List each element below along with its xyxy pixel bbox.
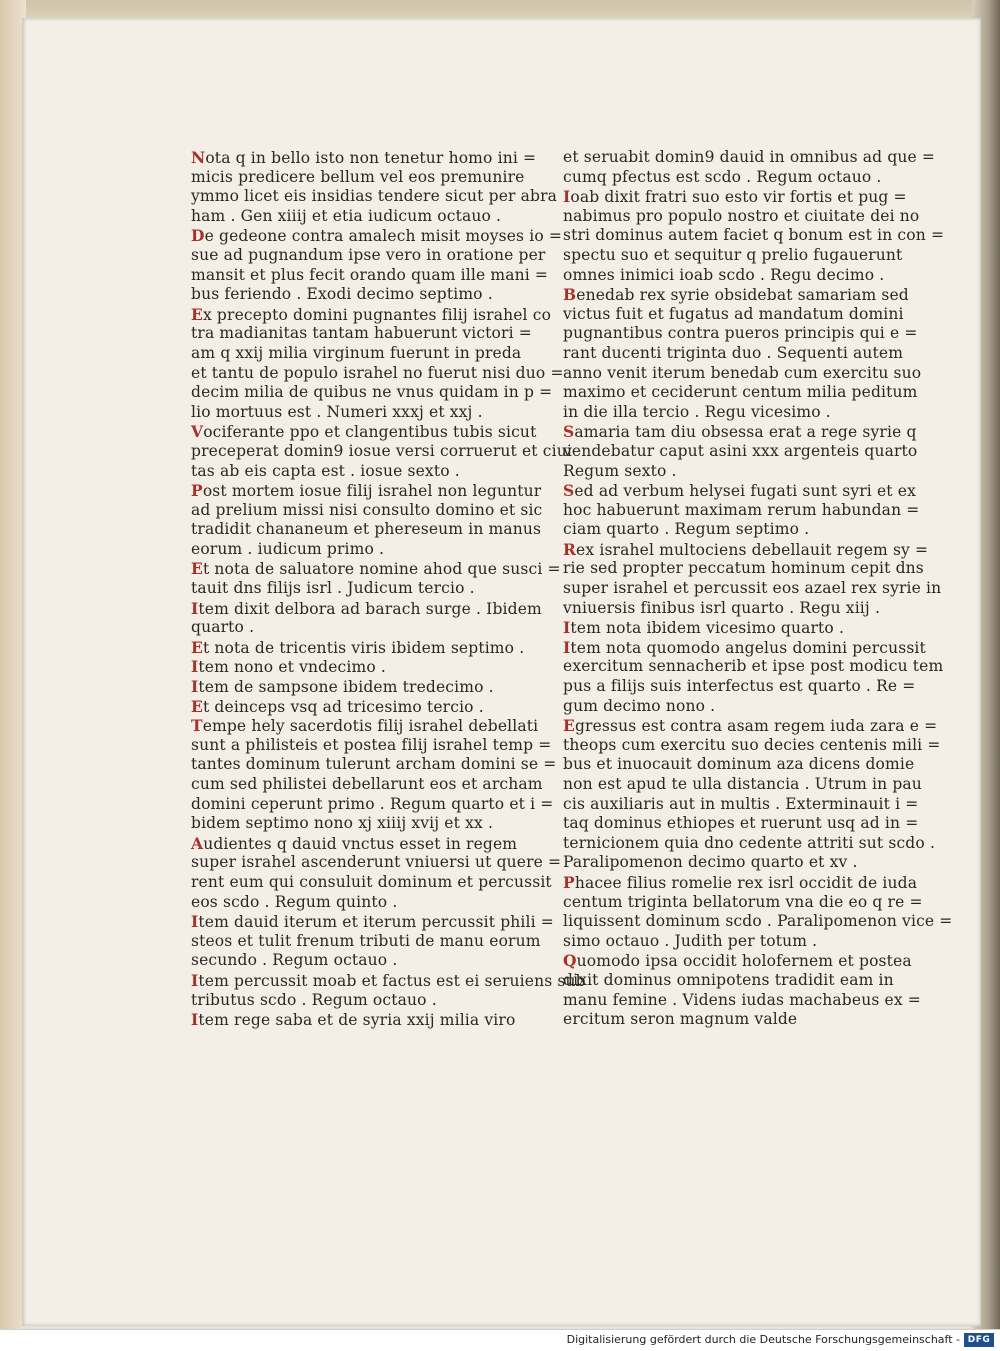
text-line <box>563 187 907 207</box>
text-line <box>563 697 893 717</box>
line-text: non est apud te ulla distancia . Utrum in pau <box>563 775 922 793</box>
text-line <box>191 598 542 619</box>
text-line <box>191 148 539 168</box>
line-text: gum decimo nono . <box>563 696 716 715</box>
line-text: stri dominus autem faciet q bonum est in con = <box>563 226 945 245</box>
text-line <box>563 579 942 599</box>
line-text: tauit dns filijs isrl . Judicum tercio . <box>191 579 475 598</box>
text-line <box>191 363 564 384</box>
text-line <box>563 206 920 227</box>
rubricated-initial: B <box>563 285 577 305</box>
line-text: centum triginta bellatorum vna die eo q re = <box>563 892 923 911</box>
text-line <box>191 579 539 599</box>
text-line <box>563 599 893 619</box>
line-text: cum sed philistei debellarunt eos et archam <box>191 775 543 793</box>
text-line <box>191 207 539 227</box>
text-line <box>191 951 539 971</box>
line-text: tem percussit moab et factus est ei seruiens sub <box>198 971 586 990</box>
line-text: simo octauo . Judith per totum . <box>563 931 818 950</box>
line-text: lio mortuus est . Numeri xxxj et xxj . <box>191 402 483 421</box>
dfg-logo-icon[interactable]: DFG <box>964 1333 994 1347</box>
text-line <box>191 814 539 834</box>
text-line <box>563 481 916 501</box>
text-line <box>563 403 893 423</box>
text-line <box>563 285 909 305</box>
line-text: et seruabit domin9 dauid in omnibus ad que = <box>563 148 936 166</box>
line-text: tra madianitas tantam habuerunt victori = <box>191 324 532 343</box>
line-text: domini ceperunt primo . Regum quarto et i = <box>191 794 554 813</box>
line-text: sunt a philisteis et postea filij israhel temp = <box>191 735 552 754</box>
text-line <box>191 187 558 207</box>
line-text: tas ab eis capta est . iosue sexto . <box>191 461 460 480</box>
line-text: ciam quarto . Regum septimo . <box>563 520 810 539</box>
line-text: ham . Gen xiiij et etia iudicum octauo . <box>191 206 502 225</box>
line-text: et tantu de populo israhel no fuerut nisi duo = <box>191 363 564 382</box>
text-line <box>563 618 893 638</box>
rubricated-initial: T <box>191 716 203 736</box>
line-text: super israhel ascenderunt vniuersi ut quere = <box>191 853 562 872</box>
rubricated-initial: I <box>563 618 571 638</box>
line-text: rant ducenti triginta duo . Sequenti autem <box>563 343 904 362</box>
line-text: vniuersis finibus isrl quarto . Regu xiij . <box>563 598 881 617</box>
text-line <box>191 403 539 423</box>
line-text: tem dixit delbora ad barach surge . Ibidem <box>198 599 542 618</box>
text-line <box>191 462 539 482</box>
line-text: in die illa tercio . Regu vicesimo . <box>563 402 831 421</box>
line-text: t nota de tricentis viris ibidem septimo . <box>202 638 525 657</box>
text-line <box>191 441 572 462</box>
line-text: eorum . iudicum primo . <box>191 539 385 558</box>
line-text: tem rege saba et de syria xxij milia viro <box>198 1011 516 1030</box>
rubricated-initial: E <box>191 304 203 324</box>
line-text: tantes dominum tulerunt archam domini se = <box>191 755 557 774</box>
line-text: ex israhel multociens debellauit regem sy = <box>576 540 929 559</box>
text-line <box>563 853 893 873</box>
rubricated-initial: P <box>191 481 203 501</box>
text-line <box>563 245 903 266</box>
text-line <box>191 657 539 677</box>
line-text: sue ad pugnandum ipse vero in oratione per <box>191 245 546 264</box>
text-line <box>191 383 553 403</box>
line-text: cumq pfectus est scdo . Regum octauo . <box>563 167 882 186</box>
rubricated-initial: I <box>563 187 571 207</box>
text-line <box>191 991 539 1011</box>
line-text: rent eum qui consuluit dominum et percussit <box>191 872 552 891</box>
footer-bar <box>0 1329 1000 1351</box>
rubricated-initial: V <box>191 422 204 442</box>
line-text: super israhel et percussit eos azael rex syrie in <box>563 579 942 598</box>
line-text: tem nota quomodo angelus domini percussit <box>570 638 926 657</box>
text-line <box>191 1010 539 1030</box>
text-line <box>563 657 944 677</box>
line-text: enedab rex syrie obsidebat samariam sed <box>576 286 909 305</box>
line-text: ota q in bello isto non tenetur homo ini = <box>205 149 537 167</box>
text-line <box>563 794 919 815</box>
manuscript-page <box>22 18 981 1326</box>
rubricated-initial: E <box>191 696 203 716</box>
text-line <box>563 520 893 540</box>
text-line <box>563 383 918 403</box>
text-line <box>563 716 938 736</box>
line-text: empe hely sacerdotis filij israhel debellati <box>202 717 539 736</box>
text-line <box>191 932 539 952</box>
line-text: tributus scdo . Regum octauo . <box>191 990 437 1009</box>
line-text: bus feriendo . Exodi decimo septimo . <box>191 285 493 304</box>
line-text: eos scdo . Regum quinto . <box>191 892 398 911</box>
text-line <box>563 892 923 913</box>
line-text: t deinceps vsq ad tricesimo tercio . <box>202 697 484 716</box>
rubricated-initial: E <box>563 716 575 736</box>
line-text: rie sed propter peccatum hominum cepit dns <box>563 559 924 578</box>
text-line <box>563 637 926 658</box>
text-line <box>191 324 539 344</box>
rubricated-initial: E <box>191 637 203 657</box>
text-line <box>563 755 915 775</box>
rubricated-initial: I <box>191 657 199 677</box>
line-text: bus et inuocauit dominum aza dicens domie <box>563 755 915 774</box>
line-text: anno venit iterum benedab cum exercitu suo <box>563 363 922 382</box>
text-line <box>563 266 893 286</box>
line-text: Regum sexto . <box>563 461 677 480</box>
text-line <box>191 834 539 854</box>
rubricated-initial: P <box>563 872 575 892</box>
text-line <box>563 990 921 1011</box>
text-line <box>563 559 924 579</box>
line-text: uomodo ipsa occidit holofernem et postea <box>576 952 912 971</box>
text-line <box>563 1010 893 1030</box>
line-text: tem nono et vndecimo . <box>198 658 386 677</box>
text-line <box>191 755 557 775</box>
text-line <box>563 912 953 932</box>
line-text: pugnantibus contra pueros principis qui e = <box>563 324 918 343</box>
text-line <box>563 814 919 834</box>
line-text: ost mortem iosue filij israhel non leguntur <box>202 482 542 501</box>
rubricated-initial: D <box>191 226 205 246</box>
text-line <box>563 539 929 560</box>
text-line <box>563 951 912 971</box>
text-line <box>191 677 539 697</box>
text-line <box>563 833 936 854</box>
line-text: mansit et plus fecit orando quam ille mani = <box>191 265 549 284</box>
text-line <box>563 932 893 952</box>
rubricated-initial: E <box>191 559 203 579</box>
line-text: am q xxij milia virginum fuerunt in preda <box>191 343 522 362</box>
footer-credit-text: Digitalisierung gefördert durch die Deutsche Forschungsgemeinschaft - <box>566 1333 960 1346</box>
text-line <box>563 363 922 384</box>
text-line <box>191 912 554 932</box>
text-line <box>191 893 539 913</box>
line-text: decim milia de quibus ne vnus quidam in p = <box>191 383 553 402</box>
text-line <box>563 462 893 482</box>
text-line <box>191 304 552 325</box>
line-text: tem de sampsone ibidem tredecimo . <box>198 678 494 697</box>
text-line <box>563 677 916 697</box>
rubricated-initial: I <box>563 637 571 657</box>
rubricated-initial: N <box>191 148 206 167</box>
text-line <box>191 226 563 246</box>
line-text: spectu suo et sequitur q prelio fugauerunt <box>563 245 903 264</box>
line-text: tem nota ibidem vicesimo quarto . <box>570 619 845 638</box>
text-line <box>563 343 904 364</box>
text-line <box>191 618 539 638</box>
line-text: omnes inimici ioab scdo . Regu decimo . <box>563 265 885 284</box>
text-line <box>563 168 893 188</box>
text-line <box>563 324 918 344</box>
text-line <box>563 971 893 991</box>
text-line <box>191 794 554 815</box>
rubricated-initial: S <box>563 422 575 442</box>
text-line <box>563 735 941 756</box>
text-line <box>191 540 539 560</box>
line-text: dixit dominus omnipotens tradidit eam in <box>563 970 894 989</box>
text-line <box>563 304 904 325</box>
text-line <box>563 422 917 442</box>
rubricated-initial: R <box>563 539 577 559</box>
line-text: taq dominus ethiopes et ruerunt usq ad in = <box>563 814 919 833</box>
text-line <box>191 697 539 717</box>
line-text: exercitum sennacherib et ipse post modicu tem <box>563 657 944 676</box>
line-text: ad prelium missi nisi consulto domino et sic <box>191 500 543 519</box>
text-line <box>191 481 542 501</box>
line-text: ternicionem quia dno cedente attriti sut scdo . <box>563 833 936 852</box>
line-text: tradidit chananeum et phereseum in manus <box>191 520 542 539</box>
line-text: manu femine . Videns iudas machabeus ex = <box>563 990 921 1009</box>
right-text-column <box>563 148 953 1030</box>
line-text: bidem septimo nono xj xiiij xvij et xx . <box>191 814 494 833</box>
line-text: preceperat domin9 iosue versi corruerut et ciui <box>191 441 572 460</box>
text-line <box>191 735 552 756</box>
line-text: maximo et ceciderunt centum milia peditum <box>563 383 918 402</box>
text-line <box>563 775 922 795</box>
rubricated-initial: Q <box>563 951 577 971</box>
text-line <box>191 500 543 521</box>
line-text: cis auxiliaris aut in multis . Exterminauit i = <box>563 794 919 813</box>
line-text: vendebatur caput asini xxx argenteis quarto <box>563 441 918 460</box>
text-line <box>191 245 546 266</box>
line-text: t nota de saluatore nomine ahod que susci = <box>202 560 561 579</box>
left-text-column <box>191 148 586 1030</box>
text-line <box>191 559 561 579</box>
line-text: secundo . Regum octauo . <box>191 951 398 970</box>
line-text: pus a filijs suis interfectus est quarto . Re = <box>563 677 916 696</box>
line-text: e gedeone contra amalech misit moyses io = <box>204 227 563 246</box>
text-line <box>563 148 936 168</box>
line-text: oab dixit fratri suo esto vir fortis et pug = <box>570 188 907 207</box>
line-text: tem dauid iterum et iterum percussit phili = <box>198 913 554 932</box>
line-text: x precepto domini pugnantes filij israhel co <box>202 305 552 324</box>
text-line <box>191 422 539 442</box>
text-line <box>563 226 945 246</box>
rubricated-initial: I <box>191 970 199 990</box>
rubricated-initial: S <box>563 481 575 501</box>
line-text: ociferante ppo et clangentibus tubis sicut <box>203 423 537 442</box>
line-text: hacee filius romelie rex isrl occidit de iuda <box>574 873 918 892</box>
rubricated-initial: A <box>191 833 204 853</box>
text-line <box>563 500 920 521</box>
line-text: victus fuit et fugatus ad mandatum domini <box>563 304 904 323</box>
rubricated-initial: I <box>191 912 199 932</box>
line-text: micis predicere bellum vel eos premunire <box>191 167 525 186</box>
text-line <box>191 520 542 540</box>
line-text: theops cum exercitu suo decies centenis mili = <box>563 735 941 754</box>
text-line <box>191 853 562 873</box>
line-text: steos et tulit frenum tributi de manu eorum <box>191 931 541 950</box>
text-line <box>191 775 543 795</box>
text-line <box>563 872 918 893</box>
text-line <box>191 265 549 286</box>
text-line <box>191 285 539 305</box>
line-text: hoc habuerunt maximam rerum habundan = <box>563 500 920 519</box>
rubricated-initial: I <box>191 598 199 618</box>
line-text: Paralipomenon decimo quarto et xv . <box>563 853 858 872</box>
line-text: udientes q dauid vnctus esset in regem <box>203 834 518 853</box>
line-text: ymmo licet eis insidias tendere sicut per abra <box>191 187 558 206</box>
rubricated-initial: I <box>191 1010 199 1030</box>
text-line <box>563 441 918 462</box>
text-line <box>191 168 539 188</box>
line-text: nabimus pro populo nostro et ciuitate dei no <box>563 206 920 225</box>
text-line <box>191 344 539 364</box>
line-text: ercitum seron magnum valde <box>563 1010 798 1029</box>
rubricated-initial: I <box>191 677 199 697</box>
text-line <box>191 716 539 736</box>
text-line <box>191 872 552 893</box>
line-text: liquissent dominum scdo . Paralipomenon vice = <box>563 912 953 931</box>
line-text: amaria tam diu obsessa erat a rege syrie q <box>574 423 917 442</box>
line-text: ed ad verbum helysei fugati sunt syri et ex <box>574 482 916 501</box>
text-line <box>191 970 586 991</box>
line-text: gressus est contra asam regem iuda zara e = <box>574 717 938 736</box>
text-line <box>191 638 539 658</box>
line-text: quarto . <box>191 618 255 637</box>
